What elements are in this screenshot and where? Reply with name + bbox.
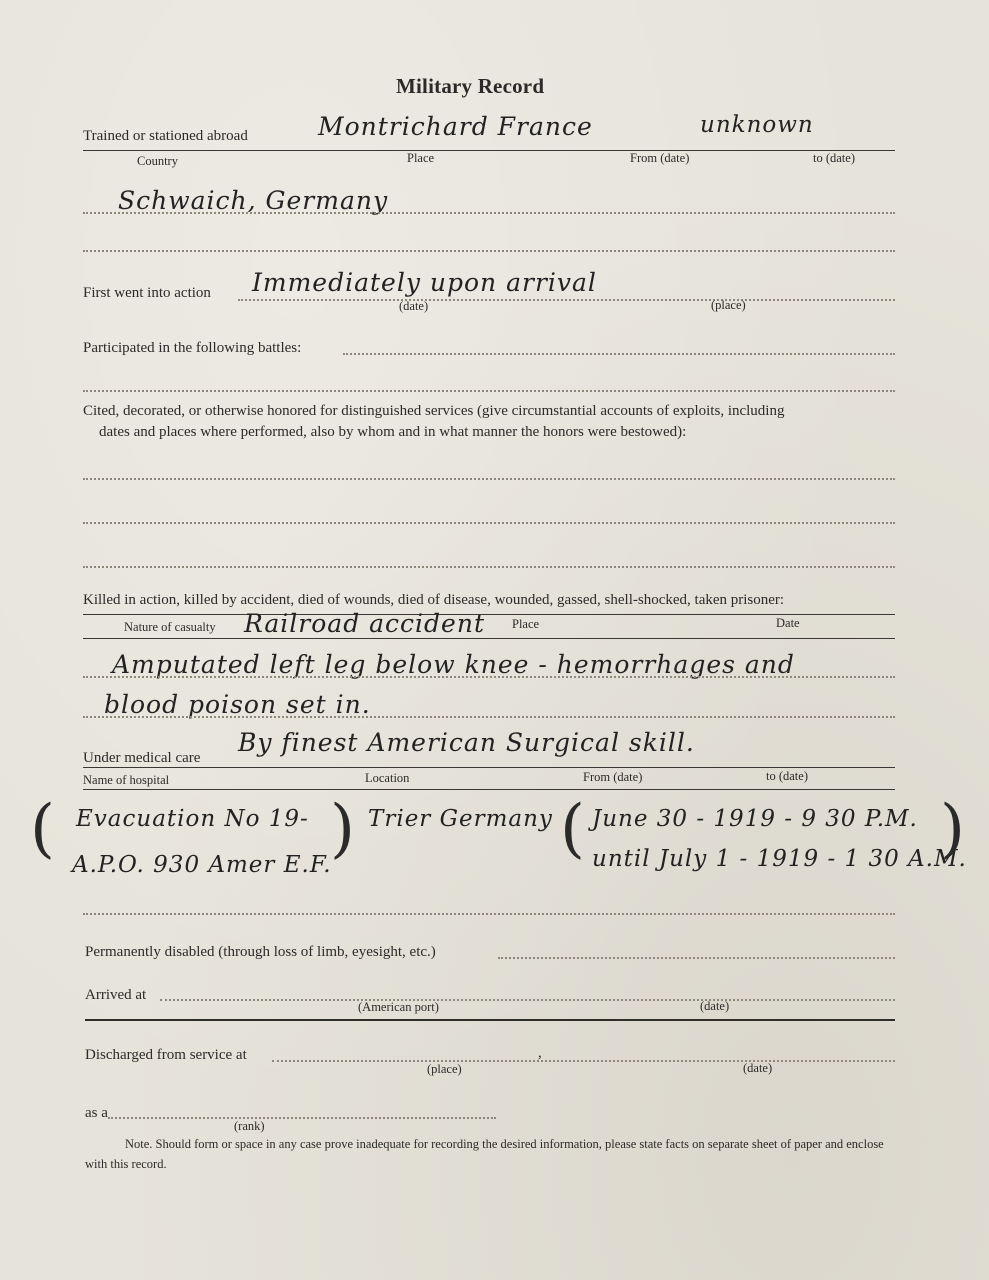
casualty-rule — [83, 614, 895, 615]
cited-label-line2: dates and places where performed, also by whom and in what manner the honors were bestowed): — [99, 424, 687, 440]
dotted-line — [83, 676, 895, 678]
first-action-label: First went into action — [83, 285, 211, 301]
caption-date: Date — [776, 616, 800, 630]
caption-country: Country — [137, 154, 178, 168]
caption-location: Location — [365, 771, 410, 785]
date-handwriting-1: June 30 - 1919 - 9 30 P.M. — [592, 806, 918, 832]
section-divider — [85, 1019, 895, 1021]
caption-to-date: to (date) — [766, 769, 808, 783]
caption-name-of-hospital: Name of hospital — [83, 773, 170, 787]
casualty-detail-handwriting-2: blood poison set in. — [104, 690, 371, 719]
dotted-line — [108, 1117, 496, 1119]
left-bracket: ( — [560, 792, 585, 866]
dotted-line — [160, 999, 895, 1001]
dotted-line — [83, 478, 895, 480]
caption-from-date: From (date) — [583, 770, 643, 784]
hospital-handwriting-1: Evacuation No 19- — [76, 806, 309, 832]
date-handwriting-2: until July 1 - 1919 - 1 30 A.M. — [592, 846, 967, 872]
trained-place-handwriting: Montrichard France — [318, 112, 593, 141]
casualty-detail-handwriting-1: Amputated left leg below knee - hemorrhages and — [112, 650, 795, 679]
caption-american-port: (American port) — [358, 1000, 439, 1014]
medical-handwriting: By finest American Surgical skill. — [238, 728, 695, 757]
medical-rule — [83, 767, 895, 768]
page-title: Military Record — [396, 74, 545, 98]
trained-date-handwriting: unknown — [700, 112, 814, 138]
arrived-label: Arrived at — [85, 987, 147, 1003]
caption-date: (date) — [743, 1061, 773, 1075]
caption-from-date: From (date) — [630, 151, 690, 165]
casualty-nature-handwriting: Railroad accident — [244, 609, 485, 638]
disabled-label: Permanently disabled (through loss of limb, eyesight, etc.) — [85, 944, 436, 960]
discharged-label: Discharged from service at — [85, 1047, 247, 1063]
caption-date: (date) — [399, 299, 429, 313]
casualty-label: Killed in action, killed by accident, died of wounds, died of disease, wounded, gassed, shell-shocked, taken prisoner: — [83, 592, 785, 608]
trained-label: Trained or stationed abroad — [83, 128, 248, 144]
dotted-line — [343, 353, 895, 355]
comma: , — [538, 1045, 542, 1061]
cited-label-line1: Cited, decorated, or otherwise honored for distinguished services (give circumstantial accounts of exploits, including — [83, 403, 785, 419]
left-bracket: ( — [30, 792, 55, 866]
caption-place: Place — [407, 151, 435, 165]
right-bracket: ) — [940, 792, 965, 866]
battles-label: Participated in the following battles: — [83, 340, 302, 356]
dotted-line — [83, 390, 895, 392]
rank-label: as a — [85, 1105, 108, 1121]
hospital-handwriting-2: A.P.O. 930 Amer E.F. — [72, 852, 332, 878]
trained-rule — [83, 150, 895, 151]
location-handwriting: Trier Germany — [368, 806, 553, 832]
dotted-line — [83, 566, 895, 568]
dotted-line — [83, 716, 895, 718]
medical-label: Under medical care — [83, 750, 201, 766]
dotted-line — [272, 1060, 895, 1062]
caption-place: (place) — [711, 298, 746, 312]
caption-to-date: to (date) — [813, 151, 855, 165]
caption-place: (place) — [427, 1062, 462, 1076]
dotted-line — [498, 957, 895, 959]
first-action-handwriting: Immediately upon arrival — [252, 268, 597, 297]
right-bracket: ) — [330, 792, 355, 866]
dotted-line — [83, 212, 895, 214]
dotted-line — [83, 522, 895, 524]
dotted-line — [83, 250, 895, 252]
caption-date: (date) — [700, 999, 730, 1013]
note-text: Note. Should form or space in any case prove inadequate for recording the desired information, please state facts on separate sheet of paper and enclose with this record. — [85, 1137, 884, 1171]
dotted-line — [83, 913, 895, 915]
trained-line2-handwriting: Schwaich, Germany — [118, 186, 389, 215]
caption-rank: (rank) — [234, 1119, 265, 1133]
caption-nature-of-casualty: Nature of casualty — [124, 620, 216, 634]
caption-place: Place — [512, 617, 540, 631]
dotted-line — [238, 299, 895, 301]
casualty-rule — [83, 638, 895, 639]
medical-rule — [83, 789, 895, 790]
